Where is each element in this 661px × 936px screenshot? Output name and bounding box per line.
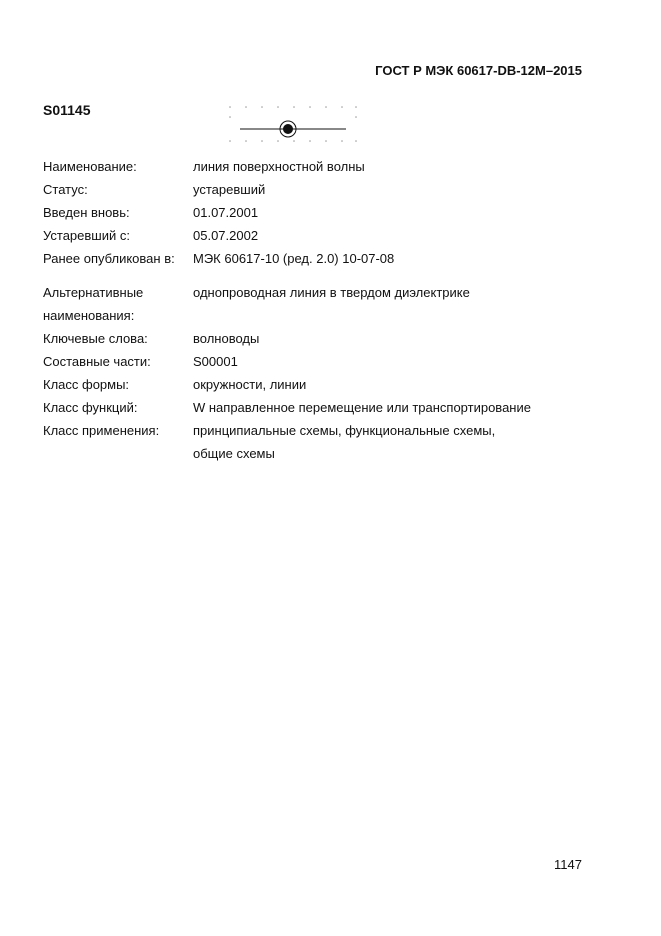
field-value: устаревший bbox=[193, 182, 266, 197]
field-value: W направленное перемещение или транспортирование bbox=[193, 400, 531, 415]
field-label: Наименование: bbox=[43, 159, 137, 174]
field-value: S00001 bbox=[193, 354, 238, 369]
document-header: ГОСТ Р МЭК 60617-DB-12M–2015 bbox=[375, 63, 582, 78]
symbol-code: S01145 bbox=[43, 102, 91, 118]
field-label: Введен вновь: bbox=[43, 205, 130, 220]
surface-wave-line-icon bbox=[222, 101, 362, 145]
field-value: окружности, линии bbox=[193, 377, 307, 392]
field-value: общие схемы bbox=[193, 446, 275, 461]
field-value: МЭК 60617-10 (ред. 2.0) 10-07-08 bbox=[193, 251, 395, 266]
page-number: 1147 bbox=[554, 857, 582, 872]
field-value: волноводы bbox=[193, 331, 260, 346]
field-value: 01.07.2001 bbox=[193, 205, 259, 220]
field-label: Устаревший с: bbox=[43, 228, 130, 243]
field-label: Ранее опубликован в: bbox=[43, 251, 175, 266]
field-label: Класс применения: bbox=[43, 423, 160, 438]
field-label: наименования: bbox=[43, 308, 135, 323]
field-label: Альтернативные bbox=[43, 285, 144, 300]
field-value: однопроводная линия в твердом диэлектрике bbox=[193, 285, 470, 300]
field-label: Класс функций: bbox=[43, 400, 138, 415]
field-value: линия поверхностной волны bbox=[193, 159, 365, 174]
field-value: 05.07.2002 bbox=[193, 228, 259, 243]
field-label: Ключевые слова: bbox=[43, 331, 148, 346]
field-label: Класс формы: bbox=[43, 377, 130, 392]
field-value: принципиальные схемы, функциональные схемы, bbox=[193, 423, 496, 438]
field-label: Составные части: bbox=[43, 354, 151, 369]
field-label: Статус: bbox=[43, 182, 88, 197]
